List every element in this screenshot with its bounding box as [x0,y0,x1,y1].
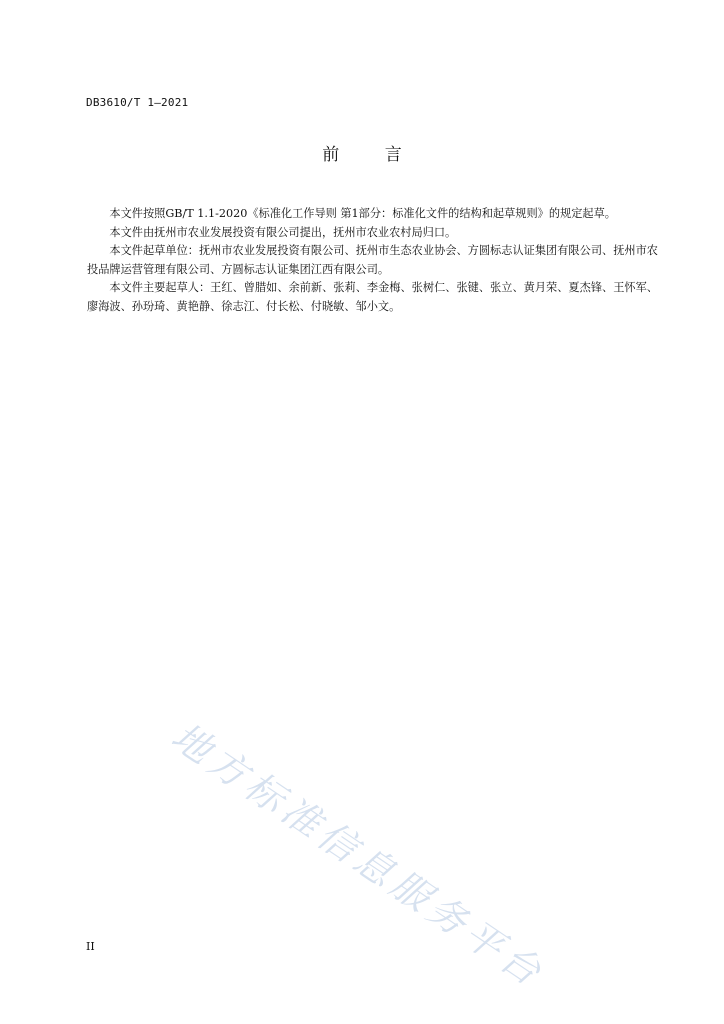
page-number: II [86,940,95,953]
body-text [87,205,658,316]
paragraph-drafting-basis: 本文件按照GB/T 1.1-2020《标准化工作导则 第1部分：标准化文件的结构和起草规则》的规定起草。 [109,207,616,220]
paragraph-drafting-units: 本文件起草单位：抚州市农业发展投资有限公司、抚州市生态农业协会、方圆标志认证集团有限公司、抚州市农投品牌运营管理有限公司、方圆标志认证集团江西有限公司。 [87,244,658,276]
page-header-code: DB3610/T 1—2021 [86,96,189,109]
page-title: 前 言 [322,145,422,165]
watermark: 地方标准信息服务平台 [163,714,554,997]
paragraph-drafters: 本文件主要起草人：王红、曾腊如、余前新、张莉、李金梅、张树仁、张键、张立、黄月荣、夏杰锋、王怀军、廖海波、孙玢琦、黄艳静、徐志江、付长松、付晓敏、邹小文。 [87,281,658,313]
paragraph-proposer: 本文件由抚州市农业发展投资有限公司提出，抚州市农业农村局归口。 [109,225,457,239]
